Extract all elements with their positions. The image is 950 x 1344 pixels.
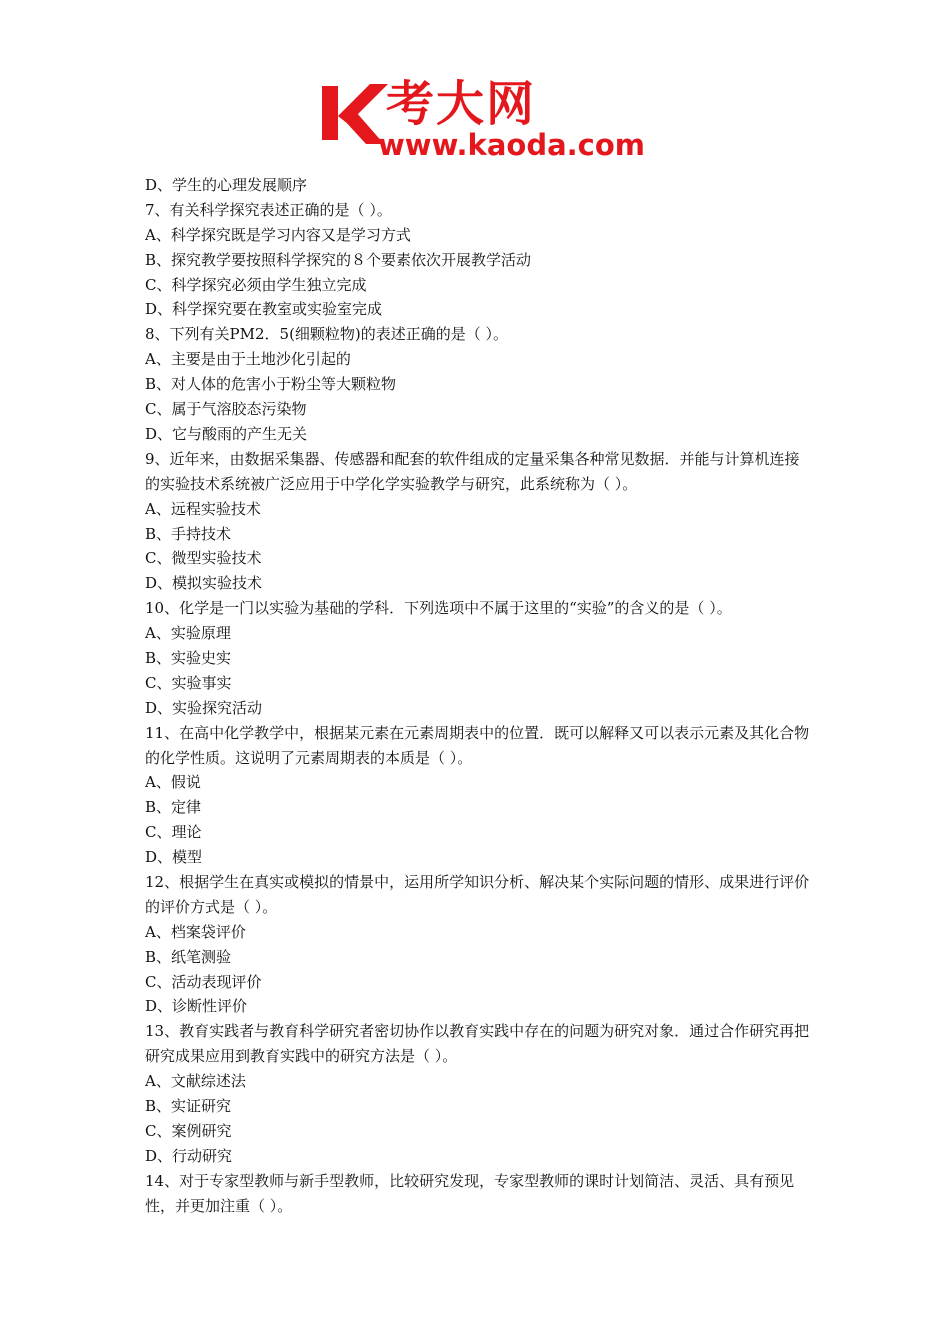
- question-line: 14、对于专家型教师与新手型教师，比较研究发现，专家型教师的课时计划简洁、灵活、具有预见性，并更加注重（ ）。: [145, 1171, 795, 1215]
- option-line: B、实证研究: [145, 1097, 232, 1116]
- option-line: A、主要是由于土地沙化引起的: [145, 350, 351, 369]
- option-line: D、模型: [145, 848, 203, 867]
- option-line: D、科学探究要在教室或实验室完成: [145, 300, 383, 319]
- option-line: D、诊断性评价: [145, 997, 248, 1016]
- question-list: [145, 173, 810, 1219]
- question-line: 13、教育实践者与教育科学研究者密切协作以教育实践中存在的问题为研究对象．通过合作研究再把研究成果应用到教育实践中的研究方法是（ ）。: [145, 1022, 810, 1066]
- option-line: A、文献综述法: [145, 1072, 246, 1091]
- option-line: B、定律: [145, 798, 202, 817]
- option-line: B、对人体的危害小于粉尘等大颗粒物: [145, 375, 397, 394]
- option-line: D、行动研究: [145, 1146, 233, 1165]
- option-line: A、实验原理: [145, 624, 231, 643]
- option-line: C、属于气溶胶态污染物: [145, 400, 307, 419]
- option-line: C、实验事实: [145, 673, 232, 692]
- option-line: D、实验探究活动: [145, 698, 263, 717]
- option-line: C、理论: [145, 823, 202, 842]
- question-line: 10、化学是一门以实验为基础的学科．下列选项中不属于这里的“实验”的含义的是（ ）。: [145, 599, 732, 618]
- option-line: D、它与酸雨的产生无关: [145, 424, 308, 443]
- question-line: 7、有关科学探究表述正确的是（ ）。: [145, 200, 392, 219]
- option-line: A、科学探究既是学习内容又是学习方式: [145, 225, 411, 244]
- question-line: 11、在高中化学教学中，根据某元素在元素周期表中的位置．既可以解释又可以表示元素及其化合物的化学性质。这说明了元素周期表的本质是（ ）。: [145, 723, 810, 767]
- question-line: 12、根据学生在真实或模拟的情景中，运用所学知识分析、解决某个实际问题的情形、成果进行评价的评价方式是（ ）。: [145, 873, 810, 916]
- option-line: D、学生的心理发展顺序: [145, 176, 308, 194]
- kaoda-logo[interactable]: [318, 78, 648, 160]
- option-line: A、档案袋评价: [145, 922, 246, 941]
- option-line: A、远程实验技术: [145, 499, 261, 518]
- option-line: C、科学探究必须由学生独立完成: [145, 275, 367, 294]
- option-line: B、实验史实: [145, 648, 232, 667]
- option-line: A、假说: [145, 773, 201, 792]
- option-line: D、模拟实验技术: [145, 574, 263, 593]
- option-line: C、微型实验技术: [145, 549, 262, 568]
- question-line: 8、下列有关PM2．5(细颗粒物)的表述正确的是（ ）。: [145, 325, 509, 344]
- option-line: B、探究教学要按照科学探究的８个要素依次开展教学活动: [145, 250, 532, 269]
- question-line: 9、近年来，由数据采集器、传感器和配套的软件组成的定量采集各种常见数据．并能与计算机连接的实验技术系统被广泛应用于中学化学实验教学与研究，此系统称为（ ）。: [145, 449, 800, 493]
- option-line: C、案例研究: [145, 1121, 232, 1140]
- option-line: B、手持技术: [145, 524, 232, 543]
- logo-chinese-text: 考大网: [386, 76, 537, 132]
- option-line: C、活动表现评价: [145, 972, 262, 991]
- option-line: B、纸笔测验: [145, 947, 232, 966]
- logo-url-text: www.kaoda.com: [378, 128, 645, 162]
